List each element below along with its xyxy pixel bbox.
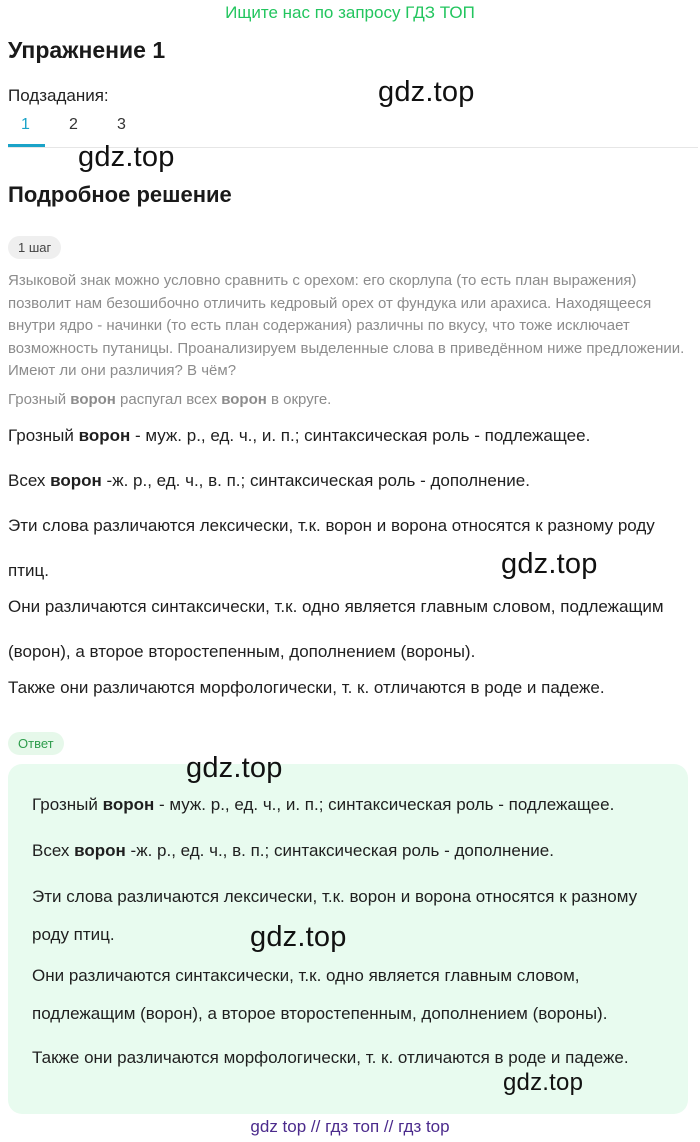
active-tab-indicator [8,144,45,147]
watermark: gdz.top [501,548,598,580]
solution-line-3: Эти слова различаются лексически, т.к. ворон и ворона относятся к разному роду птиц. [8,516,655,580]
solution-line-5: Также они различаются морфологически, т. к. отличаются в роде и падеже. [8,678,605,697]
step-intro: Языковой знак можно условно сравнить с орехом: его скорлупа (то есть план выражения) позволит нам безошибочно отличить кедровый орех от фундука или арахиса. Находящееся внутри ядро - начинки (то есть план содержания) различны по вкусу, что тоже исключает возможность путаницы. Проанализируем выделенные слова в приведённом ниже предложении. Имеют ли они различия? В чём? [8,272,685,379]
tab-3[interactable]: 3 [117,116,126,133]
watermark: gdz.top [250,921,347,953]
watermark: gdz.top [378,76,475,108]
footer-links: gdz top // гдз топ // гдз top [250,1117,450,1136]
solution-line-2: Всех ворон -ж. р., ед. ч., в. п.; синтаксическая роль - дополнение. [8,471,530,490]
subtasks-label: Подзадания: [8,86,109,105]
answer-line-2: Всех ворон -ж. р., ед. ч., в. п.; синтаксическая роль - дополнение. [32,841,554,860]
watermark: gdz.top [503,1069,584,1096]
solution-line-4: Они различаются синтаксически, т.к. одно является главным словом, подлежащим (ворон), а второе второстепенным, дополнением (вороны). [8,597,664,661]
tab-2[interactable]: 2 [69,116,78,133]
watermark: gdz.top [78,141,175,173]
watermark: gdz.top [186,752,283,784]
tab-1[interactable]: 1 [21,116,30,133]
answer-line-3: Эти слова различаются лексически, т.к. ворон и ворона относятся к разному роду птиц. [32,887,638,944]
answer-badge: Ответ [8,732,64,755]
answer-line-1: Грозный ворон - муж. р., ед. ч., и. п.; синтаксическая роль - подлежащее. [32,795,615,814]
exercise-title: Упражнение 1 [8,37,166,63]
answer-line-5: Также они различаются морфологически, т. к. отличаются в роде и падеже. [32,1048,629,1067]
section-title: Подробное решение [8,182,232,207]
solution-line-1: Грозный ворон - муж. р., ед. ч., и. п.; синтаксическая роль - подлежащее. [8,426,591,445]
step-badge: 1 шаг [8,236,61,259]
search-banner: Ищите нас по запросу ГДЗ ТОП [225,3,475,22]
example-sentence: Грозный ворон распугал всех ворон в округе. [8,391,332,408]
answer-line-4: Они различаются синтаксически, т.к. одно является главным словом, подлежащим (ворон), а второе второстепенным, дополнением (вороны). [32,966,608,1023]
answer-box [8,764,688,1114]
